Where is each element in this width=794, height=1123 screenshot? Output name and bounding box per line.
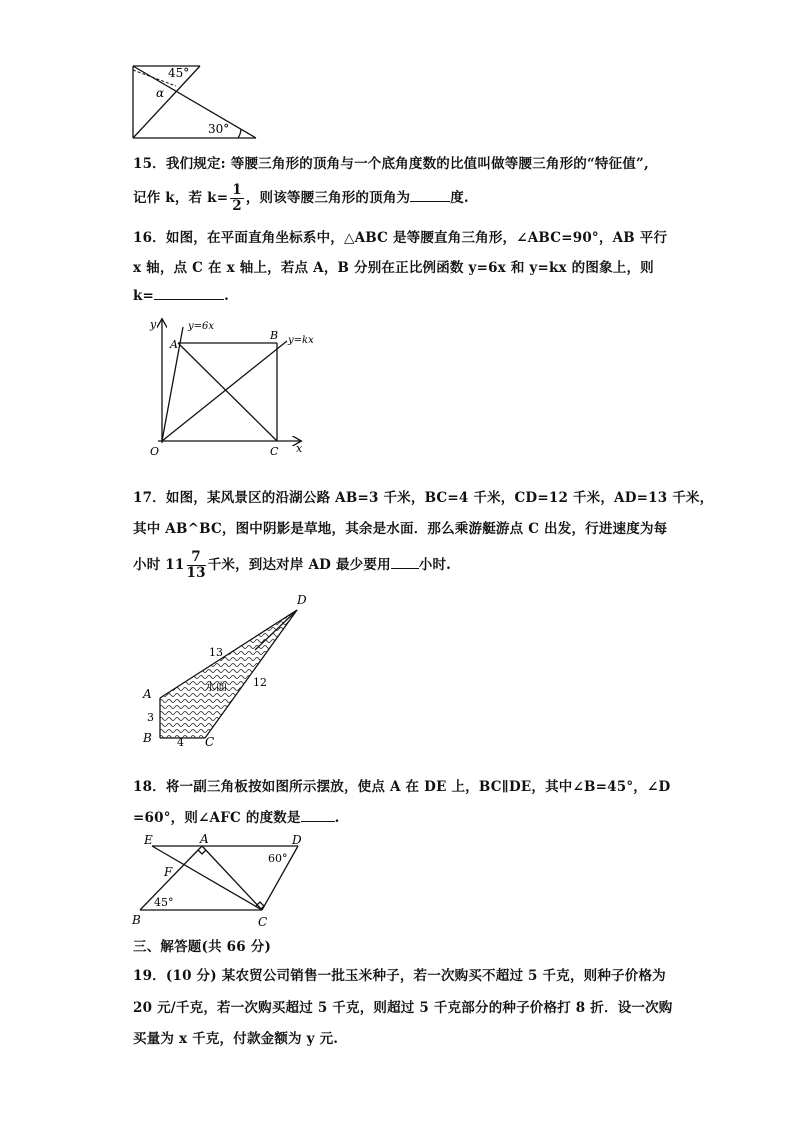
fig17-len-ad: 13	[209, 646, 223, 659]
fig14-angle-30-label: 30°	[208, 122, 230, 136]
fig17-shore-line	[255, 610, 297, 650]
fig18-right-angle-a	[198, 850, 206, 854]
q15-line2-post: ，则该等腰三角形的顶角为	[245, 190, 411, 206]
q15-frac-num: 1	[232, 182, 242, 198]
q17-line2: 其中 AB^BC，图中阴影是草地，其余是水面．那么乘游艇游点 C 出发，行进速度为每	[133, 521, 668, 537]
fig17-point-c: C	[205, 735, 215, 749]
q16-line2: x 轴，点 C 在 x 轴上，若点 A，B 分别在正比例函数 y=6x 和 y=kx 的图象上，则	[133, 260, 654, 276]
fig18-point-d: D	[292, 833, 302, 847]
fig14-angle-arc-30	[238, 129, 241, 138]
fig14-angle-alpha-label: α	[156, 86, 165, 100]
fig18-segment-ac	[202, 846, 262, 910]
fig18-point-a: A	[200, 832, 209, 846]
figure-q14	[128, 62, 263, 144]
fig17-point-b: B	[143, 731, 152, 745]
q15-frac-den: 2	[232, 198, 242, 214]
q15-line2-end: 度.	[450, 190, 469, 206]
fig17-len-cd: 12	[253, 676, 267, 689]
q17-line1: 17．如图，某风景区的沿湖公路 AB=3 千米，BC=4 千米，CD=12 千米，AD=13 千米，	[133, 490, 714, 506]
q15-line2	[133, 183, 469, 214]
fig17-point-d: D	[297, 593, 307, 607]
q17-frac-num: 7	[187, 550, 206, 566]
fig16-y-axis-label: y	[150, 318, 157, 331]
fig17-len-ab: 3	[147, 711, 154, 724]
fig16-x-axis-label: x	[296, 442, 303, 455]
fig16-point-b: B	[270, 329, 279, 342]
q19-line1: 19．(10 分) 某农贸公司销售一批玉米种子，若一次购买不超过 5 千克，则种子价格为	[133, 968, 666, 984]
q16-line3	[133, 287, 229, 304]
q19-line2: 20 元/千克，若一次购买超过 5 千克，则超过 5 千克部分的种子价格打 8 折．设一次购	[133, 1000, 673, 1016]
figure-q16	[140, 315, 325, 460]
q15-fraction	[230, 183, 244, 214]
fig16-line1-label: y=6x	[188, 321, 215, 332]
fig16-segment-ac	[178, 343, 277, 441]
fig17-len-bc: 4	[177, 736, 184, 749]
q17-line3-end: 小时.	[418, 557, 452, 573]
q16-line3-pre: k=	[133, 288, 155, 304]
q18-line2-pre: =60°，则∠AFC 的度数是	[133, 810, 301, 826]
q15-answer-blank[interactable]	[410, 189, 450, 202]
fig18-point-b: B	[132, 913, 141, 927]
fig14-set-square-edge	[133, 66, 200, 138]
q18-line1: 18．将一副三角板按如图所示摆放，使点 A 在 DE 上，BC∥DE，其中∠B=45°，∠D	[133, 779, 671, 795]
fig16-origin-label: O	[150, 445, 160, 458]
fig14-angle-45-label: 45°	[168, 66, 190, 80]
fig16-point-c: C	[270, 445, 279, 458]
fig18-point-f: F	[164, 865, 173, 879]
fig18-angle-45: 45°	[154, 896, 174, 909]
q16-line1: 16．如图，在平面直角坐标系中，△ABC 是等腰直角三角形，∠ABC=90°，AB 平行	[133, 230, 668, 246]
q19-line3: 买量为 x 千克，付款金额为 y 元.	[133, 1031, 339, 1047]
fig16-point-a: A	[170, 338, 178, 351]
fig18-angle-60: 60°	[268, 852, 288, 865]
q18-line2	[133, 806, 340, 826]
q17-line3	[133, 550, 451, 581]
q17-line3-mid: 千米，到达对岸 AD 最少要用	[207, 557, 391, 573]
q18-line2-end: .	[334, 810, 340, 826]
fig14-hypotenuse	[133, 66, 256, 138]
q17-fraction	[187, 550, 206, 581]
figure-q18	[130, 832, 320, 930]
q17-line3-pre: 小时 11	[133, 557, 185, 573]
q15-line2-pre: 记作 k，若 k=	[133, 190, 229, 206]
q16-line3-end: .	[224, 288, 229, 304]
fig18-point-c: C	[258, 915, 268, 929]
fig16-line2-label: y=kx	[288, 335, 314, 346]
fig16-line-ykx	[162, 341, 287, 441]
fig18-point-e: E	[144, 833, 153, 847]
figure-q17	[135, 590, 315, 750]
q18-answer-blank[interactable]	[301, 809, 335, 822]
section-title: 三、解答题(共 66 分)	[133, 939, 272, 955]
q17-frac-den: 13	[186, 565, 206, 581]
q17-answer-blank[interactable]	[391, 556, 419, 569]
fig17-water-label: 水面	[205, 680, 227, 693]
fig17-point-a: A	[143, 687, 152, 701]
q15-line1: 15．我们规定: 等腰三角形的顶角与一个底角度数的比值叫做等腰三角形的“特征值”,	[133, 156, 649, 172]
q16-answer-blank[interactable]	[154, 287, 224, 300]
